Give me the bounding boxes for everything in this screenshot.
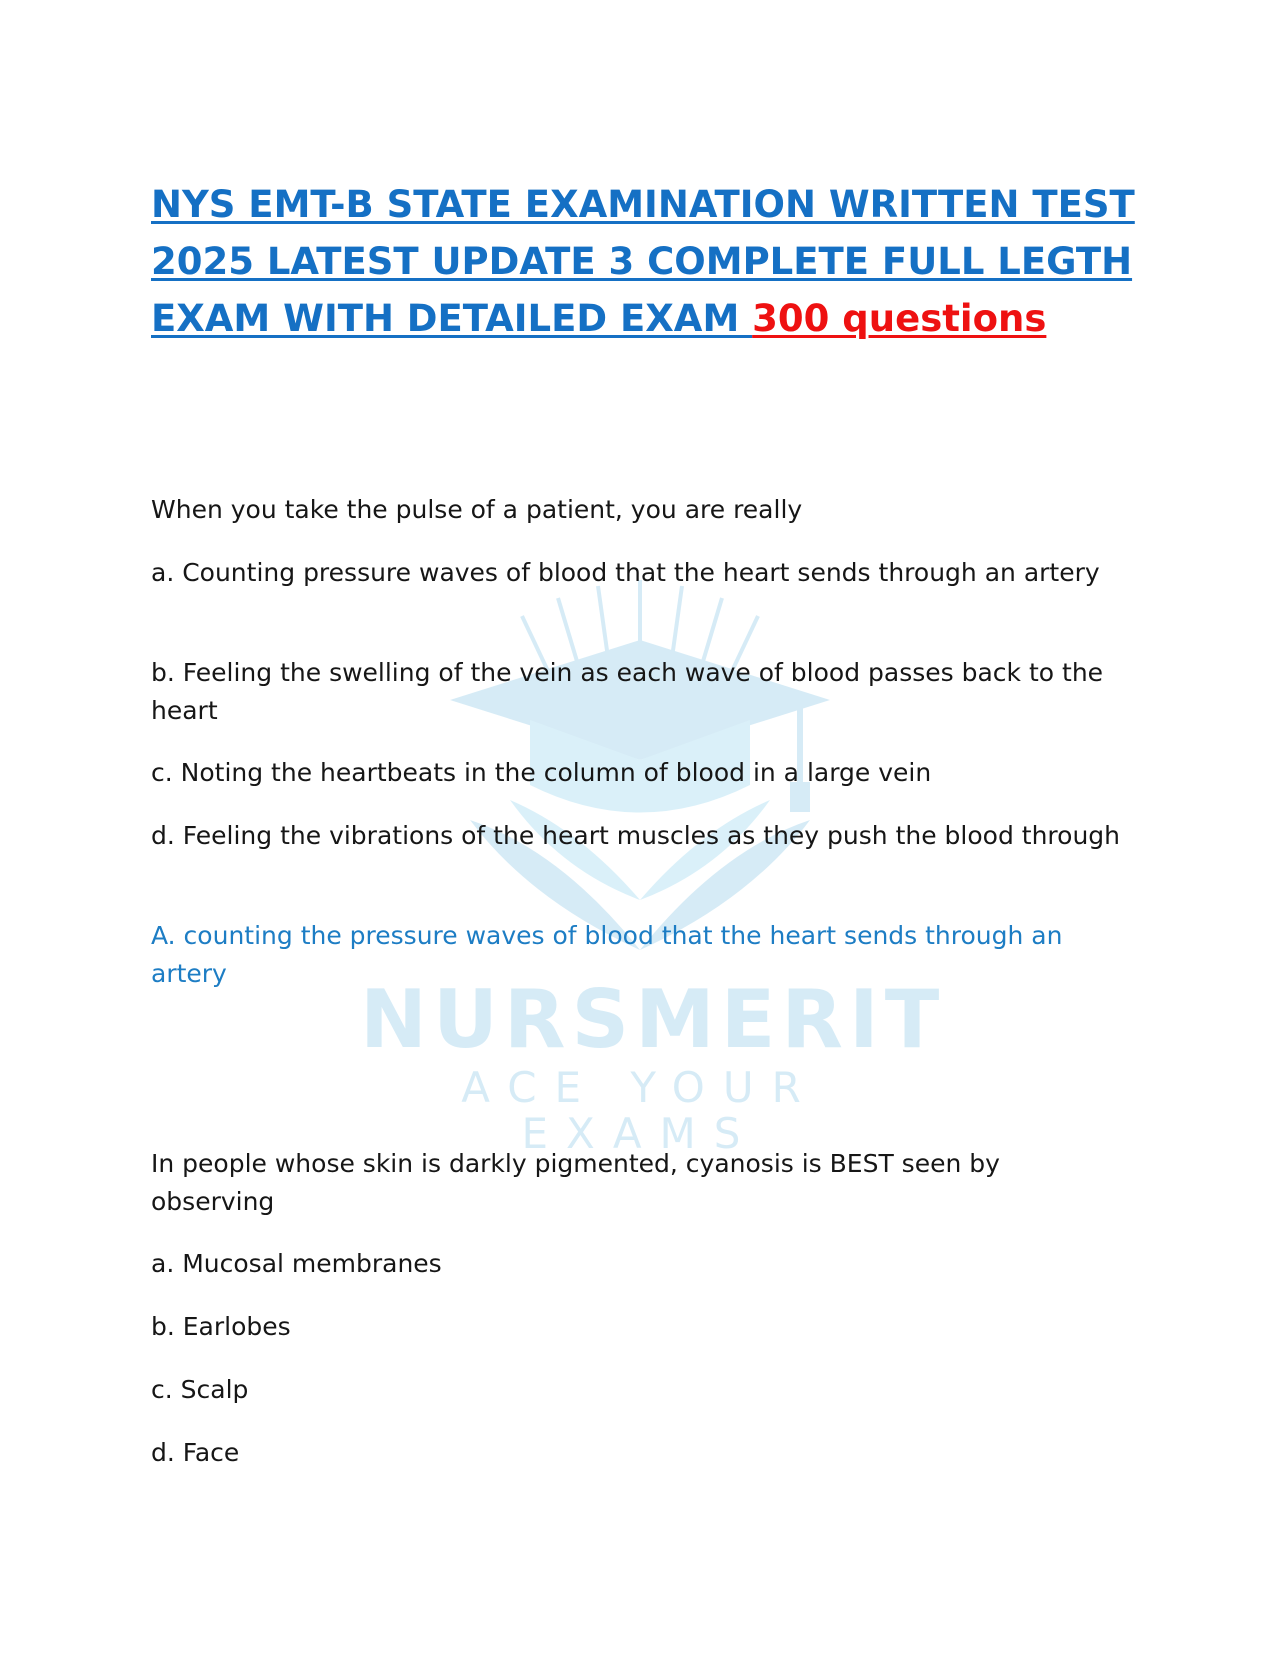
- document-title: [151, 176, 1141, 347]
- answer-option: a. Mucosal membranes: [151, 1249, 442, 1278]
- answer-option: c. Noting the heartbeats in the column of blood in a large vein: [151, 758, 932, 787]
- answer-option: a. Counting pressure waves of blood that the heart sends through an artery: [151, 558, 1100, 587]
- question-prompt: In people whose skin is darkly pigmented, cyanosis is BEST seen by observing: [151, 1149, 1000, 1216]
- answer-option: b. Earlobes: [151, 1312, 291, 1341]
- correct-answer: A. counting the pressure waves of blood that the heart sends through an artery: [151, 921, 1063, 988]
- question-prompt: When you take the pulse of a patient, you are really: [151, 495, 803, 524]
- document-title-accent: 300 questions: [752, 297, 1047, 340]
- answer-option: d. Feeling the vibrations of the heart muscles as they push the blood through: [151, 821, 1121, 850]
- answer-option: b. Feeling the swelling of the vein as each wave of blood passes back to the heart: [151, 658, 1104, 725]
- answer-option: d. Face: [151, 1438, 240, 1467]
- document-title-main: NYS EMT-B STATE EXAMINATION WRITTEN TEST 2025 LATEST UPDATE 3 COMPLETE FULL LEGTH EXAM WITH DETAILED EXAM: [151, 183, 1135, 340]
- watermark-brand: NURSMERIT: [360, 973, 946, 1066]
- watermark-tagline: ACE YOUR EXAMS: [461, 1063, 819, 1158]
- answer-option: c. Scalp: [151, 1375, 249, 1404]
